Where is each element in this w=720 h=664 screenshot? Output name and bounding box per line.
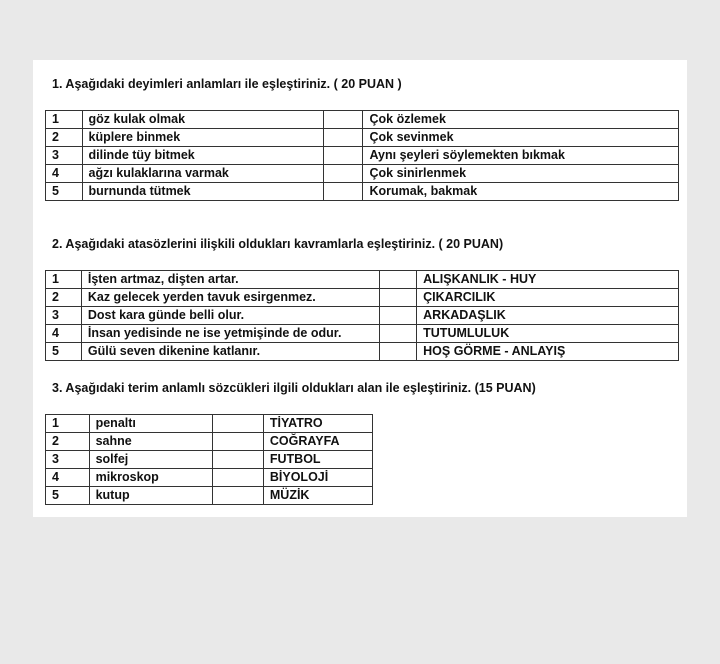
match-option: TİYATRO <box>263 415 372 433</box>
match-option: TUTUMLULUK <box>417 325 679 343</box>
item-text: Dost kara günde belli olur. <box>81 307 380 325</box>
item-number: 2 <box>46 129 83 147</box>
blank-answer-cell <box>212 487 263 505</box>
blank-answer-cell <box>380 325 417 343</box>
table-row <box>46 183 679 201</box>
table-row <box>46 433 373 451</box>
item-number: 1 <box>46 111 83 129</box>
blank-answer-cell <box>380 289 417 307</box>
item-number: 4 <box>46 325 82 343</box>
item-text: penaltı <box>89 415 212 433</box>
item-text: ağzı kulaklarına varmak <box>82 165 324 183</box>
table-row <box>46 129 679 147</box>
section-2-title: 2. Aşağıdaki atasözlerini ilişkili oldukları kavramlarla eşleştiriniz. ( 20 PUAN) <box>52 237 504 251</box>
table-row <box>46 271 679 289</box>
table-row <box>46 307 679 325</box>
item-number: 3 <box>46 451 90 469</box>
worksheet-page <box>33 60 687 517</box>
item-text: İnsan yedisinde ne ise yetmişinde de odur. <box>81 325 380 343</box>
blank-answer-cell <box>212 415 263 433</box>
item-text: Gülü seven dikenine katlanır. <box>81 343 380 361</box>
blank-answer-cell <box>324 111 363 129</box>
match-option: ÇIKARCILIK <box>417 289 679 307</box>
section-1-title: 1. Aşağıdaki deyimleri anlamları ile eşleştiriniz. ( 20 PUAN ) <box>52 77 402 91</box>
item-number: 1 <box>46 415 90 433</box>
match-option: ALIŞKANLIK - HUY <box>417 271 679 289</box>
item-text: İşten artmaz, dişten artar. <box>81 271 380 289</box>
item-number: 5 <box>46 487 90 505</box>
match-option: ARKADAŞLIK <box>417 307 679 325</box>
match-option: HOŞ GÖRME - ANLAYIŞ <box>417 343 679 361</box>
blank-answer-cell <box>212 469 263 487</box>
blank-answer-cell <box>324 129 363 147</box>
match-option: BİYOLOJİ <box>263 469 372 487</box>
table-row <box>46 165 679 183</box>
item-number: 2 <box>46 433 90 451</box>
table-row <box>46 487 373 505</box>
item-text: dilinde tüy bitmek <box>82 147 324 165</box>
item-number: 1 <box>46 271 82 289</box>
item-text: burnunda tütmek <box>82 183 324 201</box>
item-number: 5 <box>46 183 83 201</box>
item-number: 3 <box>46 147 83 165</box>
match-option: COĞRAYFA <box>263 433 372 451</box>
table-row <box>46 147 679 165</box>
section-1-table <box>45 110 679 201</box>
match-option: Aynı şeyleri söylemekten bıkmak <box>363 147 679 165</box>
blank-answer-cell <box>212 451 263 469</box>
blank-answer-cell <box>212 433 263 451</box>
table-row <box>46 469 373 487</box>
match-option: MÜZİK <box>263 487 372 505</box>
item-number: 5 <box>46 343 82 361</box>
table-row <box>46 325 679 343</box>
table-row <box>46 111 679 129</box>
blank-answer-cell <box>380 343 417 361</box>
match-option: Çok sevinmek <box>363 129 679 147</box>
blank-answer-cell <box>324 147 363 165</box>
blank-answer-cell <box>324 183 363 201</box>
table-row <box>46 451 373 469</box>
table-row <box>46 415 373 433</box>
item-number: 2 <box>46 289 82 307</box>
item-text: kutup <box>89 487 212 505</box>
item-number: 4 <box>46 469 90 487</box>
section-2-table <box>45 270 679 361</box>
item-text: göz kulak olmak <box>82 111 324 129</box>
match-option: Çok sinirlenmek <box>363 165 679 183</box>
blank-answer-cell <box>380 307 417 325</box>
table-row <box>46 289 679 307</box>
match-option: FUTBOL <box>263 451 372 469</box>
item-number: 3 <box>46 307 82 325</box>
section-3-table <box>45 414 373 505</box>
match-option: Korumak, bakmak <box>363 183 679 201</box>
section-3-title: 3. Aşağıdaki terim anlamlı sözcükleri ilgili oldukları alan ile eşleştiriniz. (15 PUAN) <box>52 381 536 395</box>
match-option: Çok özlemek <box>363 111 679 129</box>
item-text: küplere binmek <box>82 129 324 147</box>
item-text: mikroskop <box>89 469 212 487</box>
blank-answer-cell <box>380 271 417 289</box>
item-number: 4 <box>46 165 83 183</box>
blank-answer-cell <box>324 165 363 183</box>
item-text: solfej <box>89 451 212 469</box>
item-text: Kaz gelecek yerden tavuk esirgenmez. <box>81 289 380 307</box>
table-row <box>46 343 679 361</box>
item-text: sahne <box>89 433 212 451</box>
